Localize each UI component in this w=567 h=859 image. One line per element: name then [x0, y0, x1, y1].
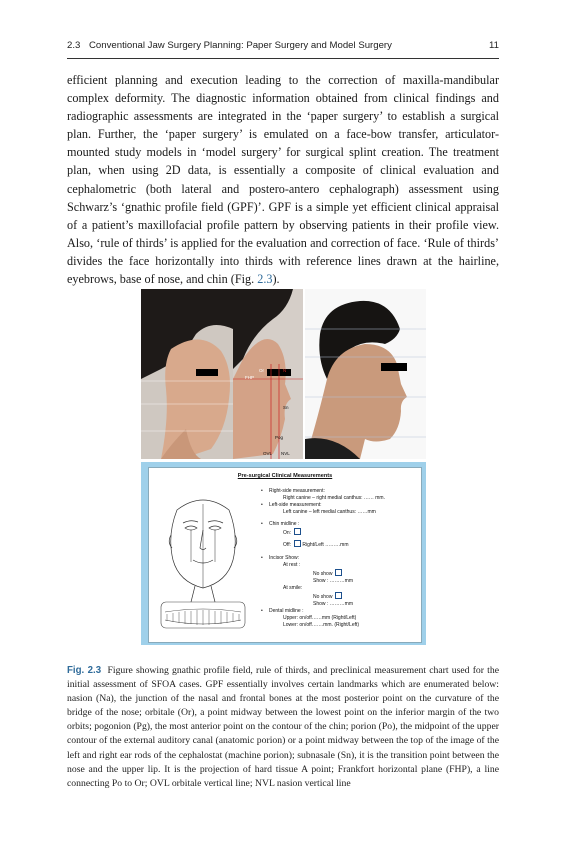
rest-no-show-checkbox[interactable] [335, 569, 342, 576]
label-nvl: NVL [281, 451, 290, 456]
header-rule [67, 58, 499, 59]
smile-no-show-checkbox[interactable] [335, 592, 342, 599]
face-outline-diagram [155, 490, 251, 630]
body-text-main: efficient planning and execution leading to the correction of maxilla-mandibular complex deformity. The diagnostic information obtained from clinical findings and radiographic assessments are integrated in the ‘paper surgery’ to establish a surgical plan. Further, the ‘paper surgery’ is emulated on a face-bow transfer, articulator-mounted study models in ‘model surgery’ for surgical splint creation. The treatment plan, when using 2D data, is essentially a composite of clinical evaluation and cephalometric (both lateral and postero-antero cephalograph) assessment using Schwarz’s ‘gnathic profile field (GPF)’. GPF is a simple yet efficient clinical appraisal of a patient’s maxillofacial profile pattern by observing patients in their profile view. Also, ‘rule of thirds’ is applied for the evaluation and correction of face. ‘Rule of thirds’ divides the face horizontally into thirds with reference lines drawn at the hairline, eyebrows, base of nose, and chin (Fig. [67, 73, 499, 287]
photo-profile-thirds [305, 289, 426, 459]
label-n: N [283, 368, 287, 373]
measurement-list [261, 488, 417, 628]
photo-profile-landmarks [233, 289, 303, 459]
list-item: Left canine – left medial canthus: ……mm [283, 508, 376, 515]
list-item: Show : ………mm [313, 600, 354, 607]
list-item: At smile: [283, 584, 303, 591]
list-item: Show : ………mm [313, 578, 354, 585]
label-fhp: FHP [245, 375, 254, 380]
figure-reference-link[interactable]: 2.3 [257, 272, 273, 287]
caption-text: Figure showing gnathic profile field, rule of thirds, and preclinical measurement chart used for the initial assessment of SFOA cases. GPF essentially involves certain landmarks which are enumerated below: nasion (Na), the junction of the nasal and frontal bones at the most posterior point on the curvature of the bridge of the nose; orbitale (Or), a point midway between the lowest point on the inferior margin of the two orbits; pogonion (Pg), the most anterior point on the contour of the chin; porion (Po), the midpoint of the upper contour of the external auditory canal (anatomic porion) or a point midway between the top of the image of the left and right ear rods of the cephalostat (machine porion); subnasale (Sn), it is the transition point between the nose and the upper lip. It is the projection of hard tissue A point; Frankfort horizontal plane (FHP), a line connecting Po to Or; OVL orbitale vertical line; NVL nasion vertical line [67, 665, 499, 789]
list-item: Lower: on/off…….mm. (Right/Left) [283, 621, 360, 628]
label-ovl: OVL [263, 451, 273, 456]
teeth-diagram [161, 602, 245, 628]
list-item: • Right-side measurement: [261, 488, 325, 494]
eye-mask-bar-3 [381, 363, 407, 371]
list-item: No show [261, 569, 417, 578]
list-item: Right canine – right medial canthus: …… mm. [283, 494, 385, 501]
list-item: On: [261, 528, 417, 537]
list-item: • Left-side measurement: [261, 501, 322, 508]
figure-photographs [141, 289, 426, 459]
eye-mask-bar [196, 369, 218, 376]
list-item: Off: Right/Left ………mm [283, 542, 349, 549]
running-title: Conventional Jaw Surgery Planning: Paper Surgery and Model Surgery [89, 40, 392, 51]
list-item: • Chin midline : [261, 520, 300, 527]
list-item: • Dental midline : [261, 607, 304, 614]
measurement-chart [148, 467, 422, 643]
profile-landmarks-illustration [233, 289, 303, 459]
label-pog: Pog [275, 435, 284, 440]
label-or: Or [259, 368, 264, 373]
list-item: Upper: on/off……mm (Right/Left) [283, 614, 357, 621]
running-head [67, 40, 499, 56]
body-text-end: ). [272, 272, 280, 287]
chart-title: Pre-surgical Clinical Measurements [237, 473, 333, 479]
body-paragraph [67, 71, 499, 288]
figure-caption [67, 664, 499, 791]
chin-off-checkbox[interactable] [294, 540, 301, 547]
profile-thirds-illustration [305, 289, 426, 459]
section-number: 2.3 [67, 40, 81, 51]
figure-label: Fig. 2.3 [67, 665, 102, 676]
page-number: 11 [489, 40, 499, 51]
chin-on-checkbox[interactable] [294, 528, 301, 535]
list-item: No show [261, 592, 417, 601]
label-sn: Sn [283, 405, 289, 410]
list-item: At rest : [283, 562, 301, 569]
list-item: • Incisor Show: [261, 555, 300, 562]
